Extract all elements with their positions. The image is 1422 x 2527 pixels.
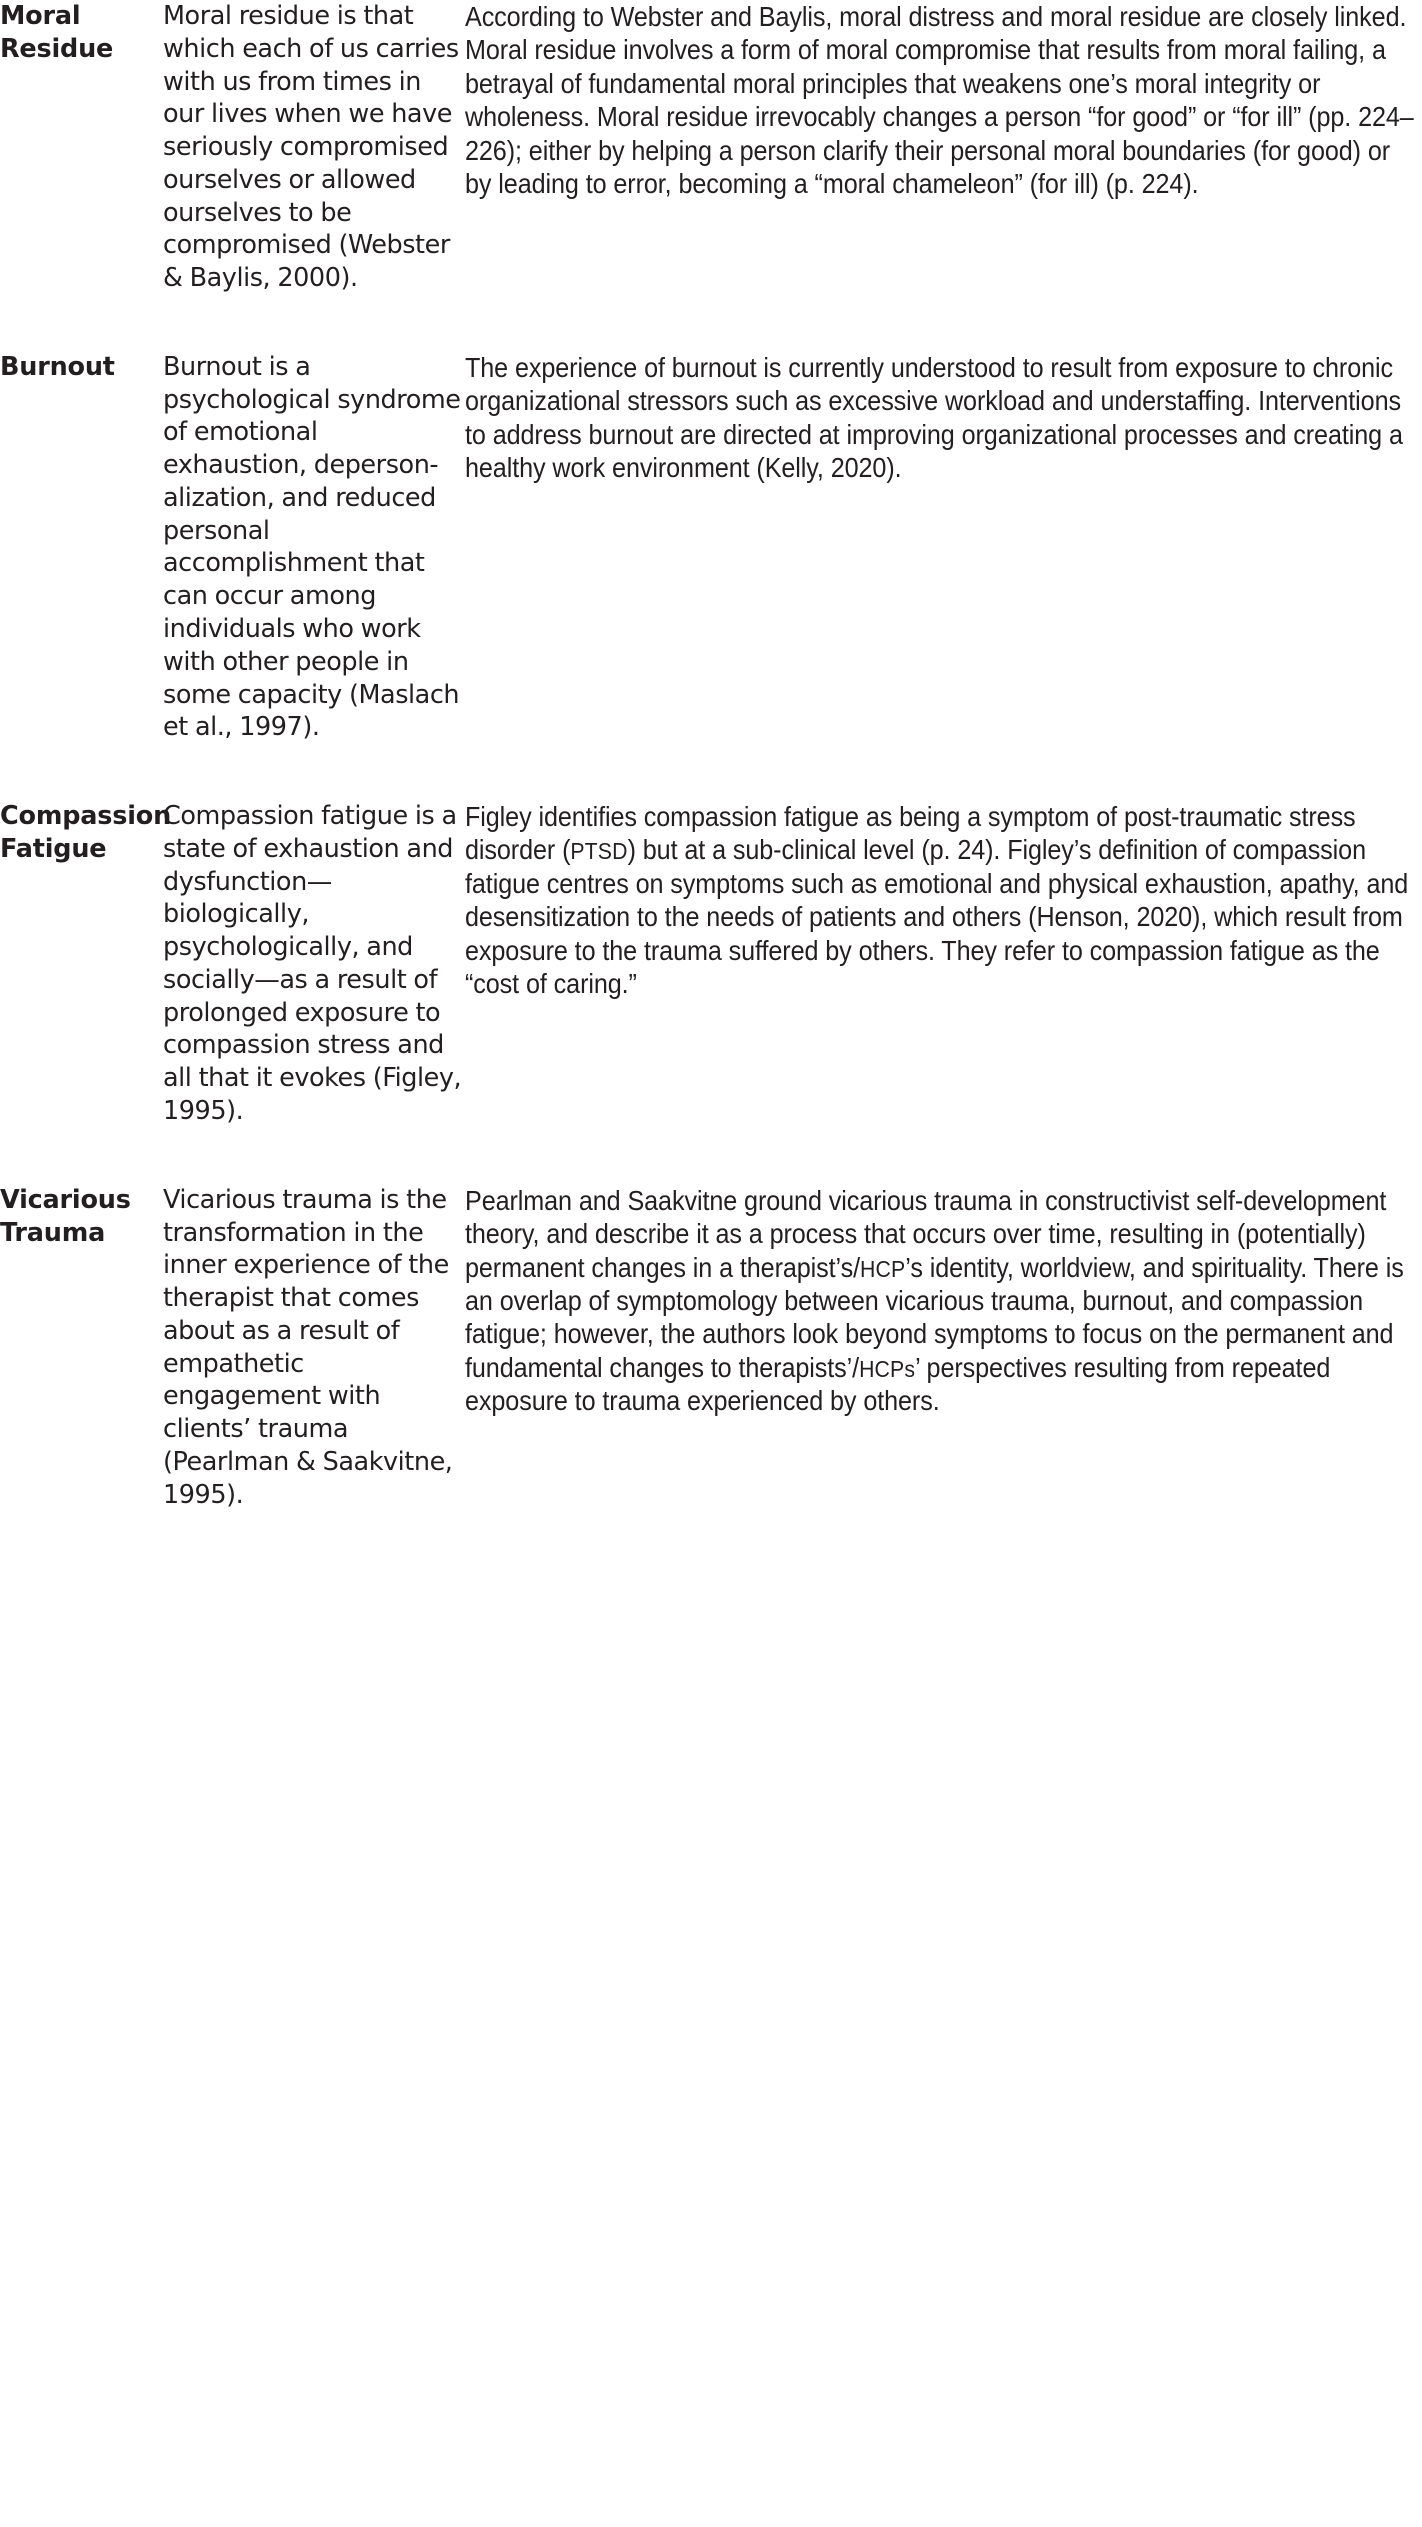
elaboration-part2: ) but at a sub-clinical level (p. 24). Figley’s definition of compassion fatigue centres on symptoms such as emotional and physical exhaustion, apathy, and desensitization to the needs of patients and others (Henson, 2020), which result from exposure to the trauma suffered by others. They refer to compassion fatigue as the “cost of caring.” bbox=[465, 834, 1409, 1000]
table-row bbox=[0, 1184, 1422, 1512]
elaboration-part3: ’ perspectives resulting from repeated exposure to trauma experienced by others. bbox=[465, 1351, 1331, 1417]
elaboration-part1: According to Webster and Baylis, moral distress and moral residue are closely linked. Moral residue involves a form of moral compromise that results from moral failing, a betrayal of fundamental moral principles that weakens one’s moral integrity or wholeness. Moral residue irrevocably changes a person “for good” or “for ill” (pp. 224–226); either by helping a person clarify their personal moral boundaries (for good) or by leading to error, becoming a “moral chameleon” (for ill) (p. 224). bbox=[465, 1, 1414, 200]
elaboration-text bbox=[465, 1184, 1422, 1512]
definition-text: Moral residue is that which each of us carries with us from times in our lives when we have seriously compromised ourselves or allowed ourselves to be compromised (Webster & Baylis, 2000). bbox=[163, 1, 459, 294]
elaboration-text bbox=[465, 0, 1422, 351]
elaboration-part1: The experience of burnout is currently understood to result from exposure to chronic organizational stressors such as excessive workload and understaffing. Interventions to address burnout are directed at improving organizational processes and creating a healthy work environment (Kelly, 2020). bbox=[465, 351, 1403, 484]
acronym-hcp: HCP bbox=[859, 1255, 906, 1282]
elaboration-part1: Figley identifies compassion fatigue as being a symptom of post-traumatic stress disorder ( bbox=[465, 801, 1356, 866]
term-label: Moral Residue bbox=[0, 1, 114, 65]
table-row bbox=[0, 800, 1422, 1184]
elaboration-text bbox=[465, 351, 1422, 800]
elaboration-part1: Pearlman and Saakvitne ground vicarious trauma in constructivist self-development theory, and describe it as a process that occurs over time, resulting in (potentially) permanent changes in a therapist’s/ bbox=[465, 1184, 1387, 1283]
table-row bbox=[0, 0, 1422, 351]
elaboration-part2: ’s identity, worldview, and spirituality. There is an overlap of symptomology between vicarious trauma, burnout, and compassion fatigue; however, the authors look beyond symptoms to focus on the permanent and fundamental changes to therapists’/ bbox=[465, 1251, 1404, 1383]
term-label: Compassion Fatigue bbox=[0, 801, 172, 865]
term-label: Burnout bbox=[0, 351, 115, 382]
definition-text: Vicarious trauma is the transformation in the inner experience of the therapist that comes about as a result of empathetic engagement with clients’ trauma (Pearlman & Saakvitne, 1995). bbox=[163, 1184, 453, 1510]
definition-text: Compassion fatigue is a state of exhaustion and dysfunction—biologically, psychologically, and socially—as a result of prolonged exposure to compassion stress and all that it evokes (Figley, 1995). bbox=[163, 801, 462, 1126]
acronym-hcps: HCPs bbox=[859, 1355, 916, 1382]
acronym-ptsd: PTSD bbox=[570, 838, 628, 865]
elaboration-text bbox=[465, 800, 1422, 1184]
term-label: Vicarious Trauma bbox=[0, 1184, 131, 1248]
table-row bbox=[0, 351, 1422, 800]
definition-text: Burnout is a psychological syndrome of emotional exhaustion, deperson-alization, and reduced personal accomplishment that can occur among individuals who work with other people in some capacity (Maslach et al., 1997). bbox=[163, 351, 461, 743]
